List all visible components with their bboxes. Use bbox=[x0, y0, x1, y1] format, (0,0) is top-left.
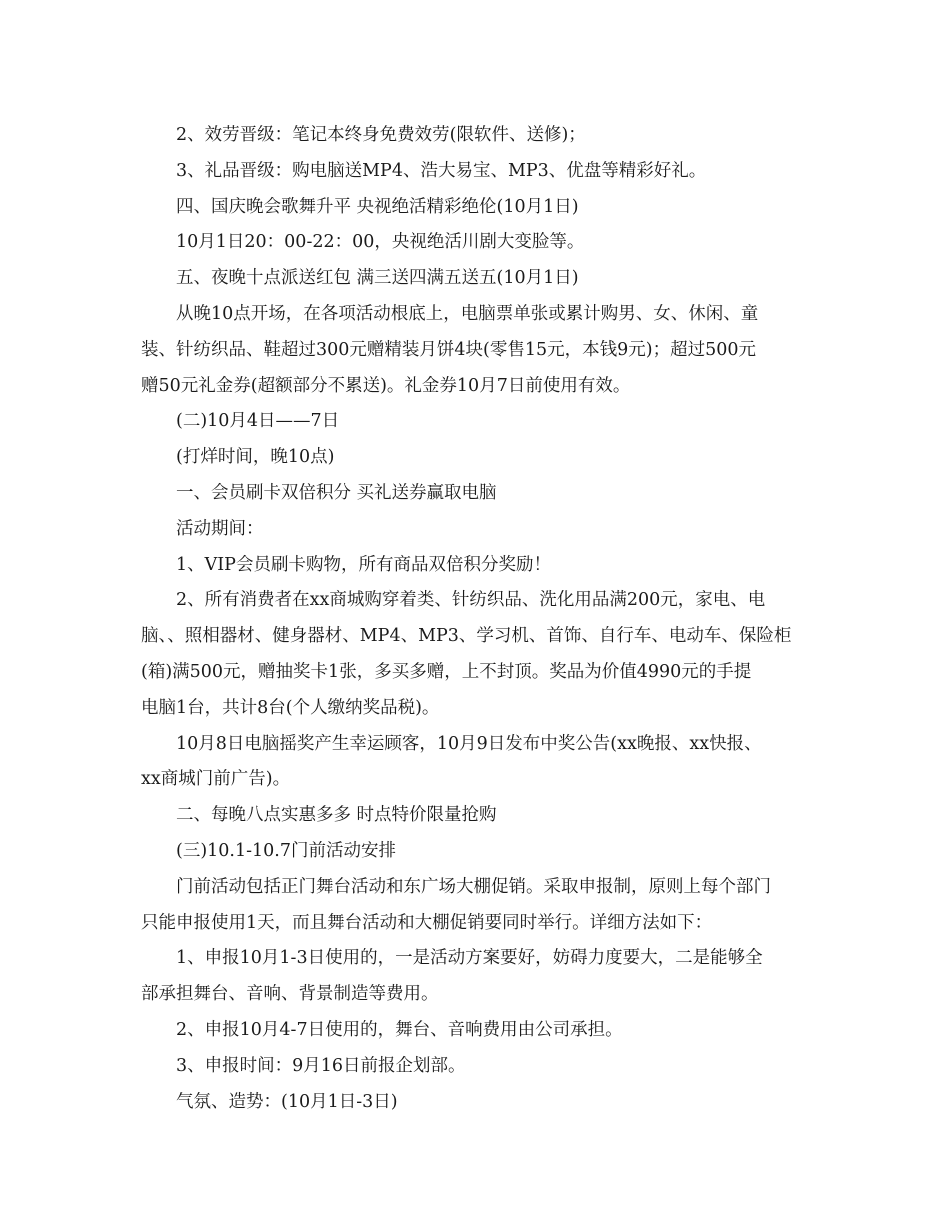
text-line: 3、礼品晋级：购电脑送MP4、浩大易宝、MP3、优盘等精彩好礼。 bbox=[176, 160, 707, 181]
text-line: 2、申报10月4-7日使用的，舞台、音响费用由公司承担。 bbox=[176, 1019, 623, 1040]
paragraph-line: 脑、、照相器材、健身器材、MP4、MP3、学习机、首饰、自行车、电动车、保险柜 bbox=[141, 626, 792, 647]
paragraph-line: 门前活动包括正门舞台活动和东广场大棚促销。采取申报制，原则上每个部门 bbox=[176, 876, 771, 897]
paragraph-line: (箱)满500元，赠抽奖卡1张，多买多赠，上不封顶。奖品为价值4990元的手提 bbox=[141, 661, 752, 682]
paragraph-line: 2、所有消费者在xx商城购穿着类、针纺织品、洗化用品满200元，家电、电 bbox=[176, 590, 766, 611]
paragraph-line: 只能申报使用1天，而且舞台活动和大棚促销要同时举行。详细方法如下： bbox=[141, 912, 713, 933]
document-body bbox=[141, 118, 821, 1120]
paragraph-line: 装、针纺织品、鞋超过300元赠精装月饼4块(零售15元，本钱9元)；超过500元 bbox=[141, 339, 756, 360]
section-heading: 四、国庆晚会歌舞升平 央视绝活精彩绝伦(10月1日) bbox=[176, 196, 579, 217]
section-heading: 一、会员刷卡双倍积分 买礼送券赢取电脑 bbox=[176, 482, 497, 503]
paragraph-line: xx商城门前广告)。 bbox=[141, 769, 291, 790]
section-heading: 五、夜晚十点派送红包 满三送四满五送五(10月1日) bbox=[176, 268, 579, 289]
section-heading: (二)10月4日——7日 bbox=[176, 411, 340, 432]
paragraph-line: 电脑1台，共计8台(个人缴纳奖品税)。 bbox=[141, 697, 440, 718]
paragraph-line: 赠50元礼金券(超额部分不累送)。礼金券10月7日前使用有效。 bbox=[141, 375, 631, 396]
text-line: 3、申报时间：9月16日前报企划部。 bbox=[176, 1055, 466, 1076]
paragraph-line: 10月8日电脑摇奖产生幸运顾客，10月9日发布中奖公告(xx晚报、xx快报、 bbox=[176, 733, 762, 754]
text-line: 2、效劳晋级：笔记本终身免费效劳(限软件、送修)； bbox=[176, 125, 586, 145]
paragraph-line: 部承担舞台、音响、背景制造等费用。 bbox=[141, 984, 439, 1005]
paragraph-line: 从晚10点开场，在各项活动根底上，电脑票单张或累计购男、女、休闲、童 bbox=[176, 303, 759, 324]
text-line: 10月1日20：00-22：00，央视绝活川剧大变脸等。 bbox=[176, 232, 585, 253]
text-line: 活动期间： bbox=[176, 518, 264, 539]
section-heading: 二、每晚八点实惠多多 时点特价限量抢购 bbox=[176, 805, 497, 826]
text-line: 1、VIP会员刷卡购物，所有商品双倍积分奖励！ bbox=[176, 554, 551, 575]
section-heading: (三)10.1-10.7门前活动安排 bbox=[176, 840, 396, 861]
text-line: (打烊时间，晚10点) bbox=[176, 447, 335, 468]
text-line: 气氛、造势：(10月1日-3日) bbox=[176, 1091, 398, 1112]
paragraph-line: 1、申报10月1-3日使用的，一是活动方案要好，妨碍力度要大，二是能够全 bbox=[176, 948, 763, 969]
